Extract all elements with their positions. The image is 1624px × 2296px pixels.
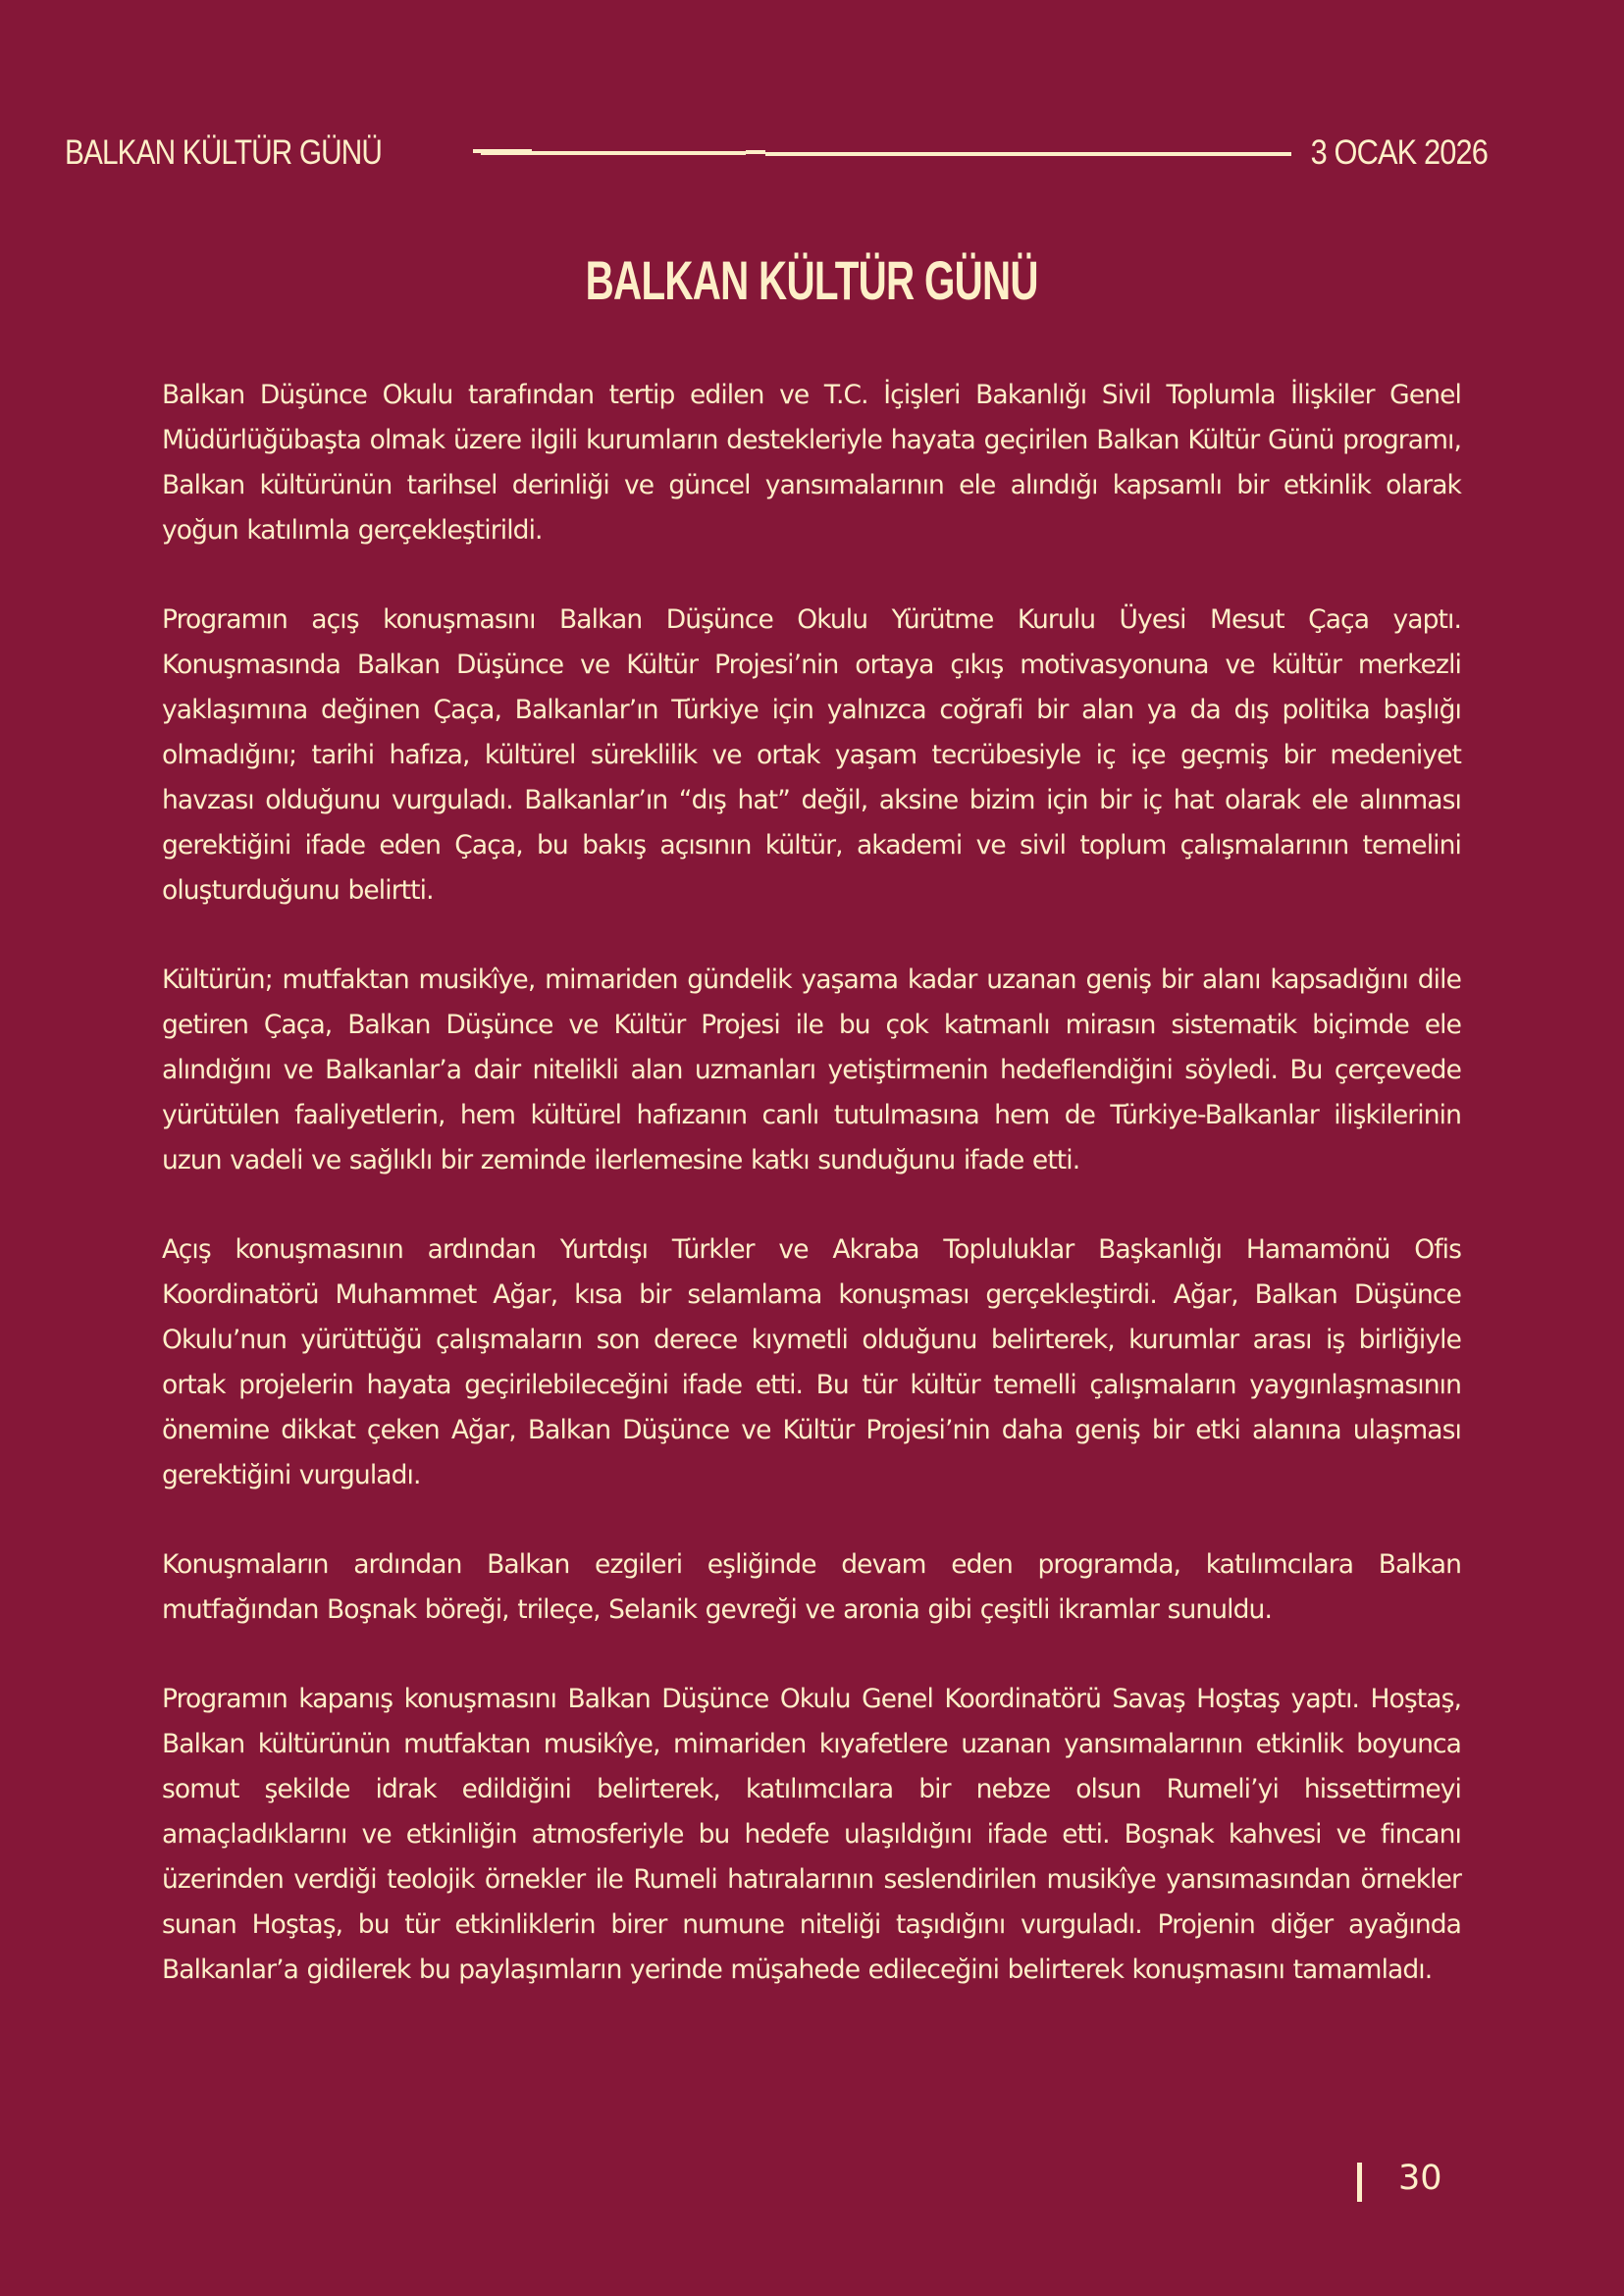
paragraph-intro: Balkan Düşünce Okulu tarafından tertip edilen ve T.C. İçişleri Bakanlığı Sivil Toplumla İlişkiler Genel Müdürlüğübaşta olmak üzere ilgili kurumların destekleriyle hayata geçirilen Balkan Kültür Günü programı, Balkan kültürünün tarihsel derinliği ve güncel yansımalarının ele alındığı kapsamlı bir etkinlik olarak yoğun katılımla gerçekleştirildi.	[162, 380, 1461, 546]
paragraph-opening-speech: Programın açış konuşmasını Balkan Düşünce Okulu Yürütme Kurulu Üyesi Mesut Çaça yaptı. Konuşmasında Balkan Düşünce ve Kültür Projesi’nin ortaya çıkış motivasyonuna ve kültür merkezli yaklaşımına değinen Çaça, Balkanlar’ın Türkiye için yalnızca coğrafi bir alan ya da dış politika başlığı olmadığını; tarihi hafıza, kültürel süreklilik ve ortak yaşam tecrübesiyle iç içe geçmiş bir medeniyet havzası olduğunu vurguladı. Balkanlar’ın “dış hat” değil, aksine bizim için bir iç hat olarak ele alınması gerektiğini ifade eden Çaça, bu bakış açısının kültür, akademi ve sivil toplum çalışmalarının temelini oluşturduğunu belirtti.	[162, 604, 1461, 906]
header-divider-segment	[481, 151, 746, 155]
page-title	[0, 248, 1624, 312]
paragraph-refreshments: Konuşmaların ardından Balkan ezgileri eşliğinde devam eden programda, katılımcılara Balkan mutfağından Boşnak böreği, trileçe, Selanik gevreği ve aronia gibi çeşitli ikramlar sunuldu.	[162, 1549, 1461, 1625]
page-title-text: BALKAN KÜLTÜR GÜNÜ	[585, 249, 1039, 311]
page-number-divider	[1357, 2163, 1362, 2202]
header-divider-segment	[746, 150, 765, 154]
page-number: 30	[1398, 2159, 1442, 2198]
page-header	[65, 130, 1488, 179]
article-body	[162, 373, 1461, 2037]
header-section-title: BALKAN KÜLTÜR GÜNÜ	[65, 133, 383, 172]
paragraph-culture-scope: Kültürün; mutfaktan musikîye, mimariden gündelik yaşama kadar uzanan geniş bir alanı kapsadığını dile getiren Çaça, Balkan Düşünce ve Kültür Projesi ile bu çok katmanlı mirasın sistematik biçimde ele alındığını ve Balkanlar’a dair nitelikli alan uzmanları yetiştirmenin hedeflendiğini söyledi. Bu çerçevede yürütülen faaliyetlerin, hem kültürel hafızanın canlı tutulmasına hem de Türkiye-Balkanlar ilişkilerinin uzun vadeli ve sağlıklı bir zeminde ilerlemesine katkı sunduğunu ifade etti.	[162, 965, 1461, 1175]
header-divider-segment	[765, 152, 1291, 156]
paragraph-greeting-speech: Açış konuşmasının ardından Yurtdışı Türkler ve Akraba Topluluklar Başkanlığı Hamamönü Ofis Koordinatörü Muhammet Ağar, kısa bir selamlama konuşması gerçekleştirdi. Ağar, Balkan Düşünce Okulu’nun yürüttüğü çalışmaların son derece kıymetli olduğunu belirterek, kurumlar arası iş birliğiyle ortak projelerin hayata geçirilebileceğini ifade etti. Bu tür kültür temelli çalışmaların yaygınlaşmasının önemine dikkat çeken Ağar, Balkan Düşünce ve Kültür Projesi’nin daha geniş bir etki alanına ulaşması gerektiğini vurguladı.	[162, 1234, 1461, 1490]
header-divider-line	[473, 149, 1291, 154]
paragraph-closing-speech: Programın kapanış konuşmasını Balkan Düşünce Okulu Genel Koordinatörü Savaş Hoştaş yaptı. Hoştaş, Balkan kültürünün mutfaktan musikîye, mimariden kıyafetlere uzanan yansımalarının etkinlik boyunca somut şekilde idrak edildiğini belirterek, katılımcılara bir nebze olsun Rumeli’yi hissettirmeyi amaçladıklarını ve etkinliğin atmosferiyle bu hedefe ulaşıldığını ifade etti. Boşnak kahvesi ve fincanı üzerinden verdiği teolojik örnekler ile Rumeli hatıralarının seslendirilen musikîye yansımasından örnekler sunan Hoştaş, bu tür etkinliklerin birer numune niteliği taşıdığını vurguladı. Projenin diğer ayağında Balkanlar’a gidilerek bu paylaşımların yerinde müşahede edileceğini belirterek konuşmasını tamamladı.	[162, 1684, 1461, 1985]
header-date: 3 OCAK 2026	[1310, 133, 1488, 172]
